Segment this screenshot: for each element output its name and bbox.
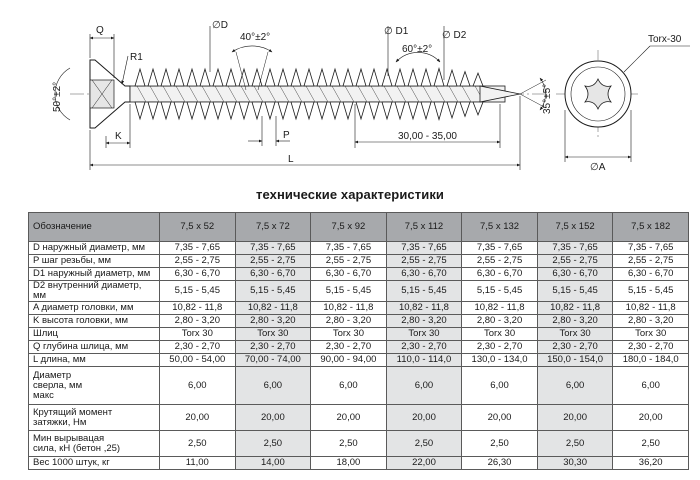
cell-value: 2,55 - 2,75 <box>311 255 387 268</box>
row-label: Крутящий момент затяжки, Нм <box>29 405 160 431</box>
label-p: P <box>283 130 290 141</box>
cell-value: 36,20 <box>613 457 689 470</box>
cell-value: 10,82 - 11,8 <box>386 302 462 315</box>
cell-value: Torx 30 <box>235 328 311 341</box>
cell-value: 10,82 - 11,8 <box>462 302 538 315</box>
cell-value: 11,00 <box>160 457 236 470</box>
spec-row <box>29 341 689 354</box>
cell-value: 2,80 - 3,20 <box>462 315 538 328</box>
label-k: K <box>115 131 122 142</box>
cell-value: 110,0 - 114,0 <box>386 354 462 367</box>
cell-value: 20,00 <box>386 405 462 431</box>
cell-value: 5,15 - 5,45 <box>613 281 689 302</box>
row-label: D2 внутренний диаметр, мм <box>29 281 160 302</box>
cell-value: 7,35 - 7,65 <box>613 242 689 255</box>
header-label: Обозначение <box>29 213 160 242</box>
cell-value: 20,00 <box>311 405 387 431</box>
cell-value: 7,35 - 7,65 <box>160 242 236 255</box>
row-label: L длина, мм <box>29 354 160 367</box>
cell-value: 10,82 - 11,8 <box>160 302 236 315</box>
cell-value: 20,00 <box>537 405 613 431</box>
label-tip-angle-2: 35°±5° <box>542 83 553 114</box>
cell-value: 2,50 <box>613 431 689 457</box>
cell-value: 30,30 <box>537 457 613 470</box>
col-header: 7,5 х 182 <box>613 213 689 242</box>
cell-value: 10,82 - 11,8 <box>311 302 387 315</box>
col-header: 7,5 х 92 <box>311 213 387 242</box>
cell-value: 20,00 <box>160 405 236 431</box>
spec-row <box>29 315 689 328</box>
cell-value: 6,00 <box>311 367 387 405</box>
cell-value: 2,50 <box>386 431 462 457</box>
cell-value: 2,50 <box>235 431 311 457</box>
spec-row <box>29 405 689 431</box>
cell-value: 2,80 - 3,20 <box>311 315 387 328</box>
spec-row <box>29 281 689 302</box>
cell-value: 6,30 - 6,70 <box>311 268 387 281</box>
cell-value: Torx 30 <box>613 328 689 341</box>
spec-row <box>29 354 689 367</box>
cell-value: 2,30 - 2,70 <box>386 341 462 354</box>
cell-value: 2,55 - 2,75 <box>537 255 613 268</box>
cell-value: 2,55 - 2,75 <box>462 255 538 268</box>
label-d: ∅D <box>212 20 228 31</box>
cell-value: 50,00 - 54,00 <box>160 354 236 367</box>
cell-value: 2,80 - 3,20 <box>537 315 613 328</box>
col-header: 7,5 х 52 <box>160 213 236 242</box>
screw-head <box>90 60 130 128</box>
label-tip-length: 30,00 - 35,00 <box>398 131 457 142</box>
row-label: A диаметр головки, мм <box>29 302 160 315</box>
col-header: 7,5 х 72 <box>235 213 311 242</box>
cell-value: 6,30 - 6,70 <box>160 268 236 281</box>
spec-table <box>28 212 689 470</box>
label-a: ∅A <box>590 162 606 173</box>
label-d2: ∅ D2 <box>442 30 467 41</box>
row-label: P шаг резьбы, мм <box>29 255 160 268</box>
cell-value: 7,35 - 7,65 <box>311 242 387 255</box>
cell-value: 5,15 - 5,45 <box>386 281 462 302</box>
label-torx: Torx-30 <box>648 34 682 45</box>
row-label: D наружный диаметр, мм <box>29 242 160 255</box>
cell-value: 7,35 - 7,65 <box>386 242 462 255</box>
cell-value: 6,00 <box>160 367 236 405</box>
cell-value: 5,15 - 5,45 <box>311 281 387 302</box>
cell-value: Torx 30 <box>462 328 538 341</box>
cell-value: 2,80 - 3,20 <box>160 315 236 328</box>
label-l: L <box>288 154 294 165</box>
cell-value: 2,30 - 2,70 <box>462 341 538 354</box>
cell-value: 7,35 - 7,65 <box>462 242 538 255</box>
cell-value: 2,80 - 3,20 <box>386 315 462 328</box>
cell-value: 2,55 - 2,75 <box>386 255 462 268</box>
cell-value: 5,15 - 5,45 <box>160 281 236 302</box>
cell-value: 10,82 - 11,8 <box>537 302 613 315</box>
cell-value: 7,35 - 7,65 <box>235 242 311 255</box>
cell-value: 10,82 - 11,8 <box>613 302 689 315</box>
spec-row <box>29 302 689 315</box>
cell-value: 10,82 - 11,8 <box>235 302 311 315</box>
row-label: Q глубина шлица, мм <box>29 341 160 354</box>
col-header: 7,5 х 152 <box>537 213 613 242</box>
cell-value: 5,15 - 5,45 <box>462 281 538 302</box>
cell-value: 6,00 <box>613 367 689 405</box>
col-header: 7,5 х 132 <box>462 213 538 242</box>
cell-value: 2,50 <box>537 431 613 457</box>
spec-row <box>29 255 689 268</box>
row-label: Шлиц <box>29 328 160 341</box>
cell-value: 5,15 - 5,45 <box>537 281 613 302</box>
cell-value: 2,55 - 2,75 <box>235 255 311 268</box>
cell-value: 2,55 - 2,75 <box>613 255 689 268</box>
cell-value: 90,00 - 94,00 <box>311 354 387 367</box>
cell-value: 6,30 - 6,70 <box>386 268 462 281</box>
cell-value: 6,30 - 6,70 <box>235 268 311 281</box>
cell-value: 6,30 - 6,70 <box>537 268 613 281</box>
cell-value: 2,30 - 2,70 <box>311 341 387 354</box>
cell-value: 5,15 - 5,45 <box>235 281 311 302</box>
cell-value: 22,00 <box>386 457 462 470</box>
screw-technical-drawing <box>0 0 700 178</box>
row-label: K высота головки, мм <box>29 315 160 328</box>
cell-value: 130,0 - 134,0 <box>462 354 538 367</box>
cell-value: 150,0 - 154,0 <box>537 354 613 367</box>
cell-value: Torx 30 <box>386 328 462 341</box>
cell-value: 2,30 - 2,70 <box>235 341 311 354</box>
label-q: Q <box>96 25 104 36</box>
spec-row <box>29 328 689 341</box>
label-tip-angle: 60°±2° <box>402 44 433 55</box>
cell-value: Torx 30 <box>160 328 236 341</box>
cell-value: 6,30 - 6,70 <box>613 268 689 281</box>
spec-header-row <box>29 213 689 242</box>
cell-value: 70,00 - 74,00 <box>235 354 311 367</box>
cell-value: 2,30 - 2,70 <box>537 341 613 354</box>
label-head-angle: 50°±2° <box>52 81 63 112</box>
cell-value: 20,00 <box>462 405 538 431</box>
screw-shank <box>130 86 505 102</box>
cell-value: 2,30 - 2,70 <box>613 341 689 354</box>
cell-value: 6,00 <box>386 367 462 405</box>
cell-value: 2,55 - 2,75 <box>160 255 236 268</box>
col-header: 7,5 х 112 <box>386 213 462 242</box>
spec-row <box>29 242 689 255</box>
cell-value: 2,80 - 3,20 <box>235 315 311 328</box>
cell-value: Torx 30 <box>537 328 613 341</box>
cell-value: 180,0 - 184,0 <box>613 354 689 367</box>
row-label: Диаметр сверла, мм макс <box>29 367 160 405</box>
cell-value: Torx 30 <box>311 328 387 341</box>
cell-value: 20,00 <box>235 405 311 431</box>
cell-value: 6,30 - 6,70 <box>462 268 538 281</box>
label-d1: ∅ D1 <box>384 26 409 37</box>
row-label: Вес 1000 штук, кг <box>29 457 160 470</box>
cell-value: 2,30 - 2,70 <box>160 341 236 354</box>
cell-value: 7,35 - 7,65 <box>537 242 613 255</box>
row-label: D1 наружный диаметр, мм <box>29 268 160 281</box>
label-r1: R1 <box>130 52 143 63</box>
section-title: технические характеристики <box>255 187 445 202</box>
cell-value: 6,00 <box>235 367 311 405</box>
cell-value: 26,30 <box>462 457 538 470</box>
cell-value: 18,00 <box>311 457 387 470</box>
cell-value: 2,80 - 3,20 <box>613 315 689 328</box>
cell-value: 2,50 <box>160 431 236 457</box>
cell-value: 6,00 <box>462 367 538 405</box>
spec-row <box>29 457 689 470</box>
cell-value: 6,00 <box>537 367 613 405</box>
label-thread-angle: 40°±2° <box>240 32 271 43</box>
spec-row <box>29 367 689 405</box>
spec-row <box>29 431 689 457</box>
spec-row <box>29 268 689 281</box>
cell-value: 20,00 <box>613 405 689 431</box>
cell-value: 14,00 <box>235 457 311 470</box>
cell-value: 2,50 <box>462 431 538 457</box>
row-label: Мин вырывацая сила, кН (бетон ,25) <box>29 431 160 457</box>
cell-value: 2,50 <box>311 431 387 457</box>
torx-end-view <box>556 50 640 138</box>
